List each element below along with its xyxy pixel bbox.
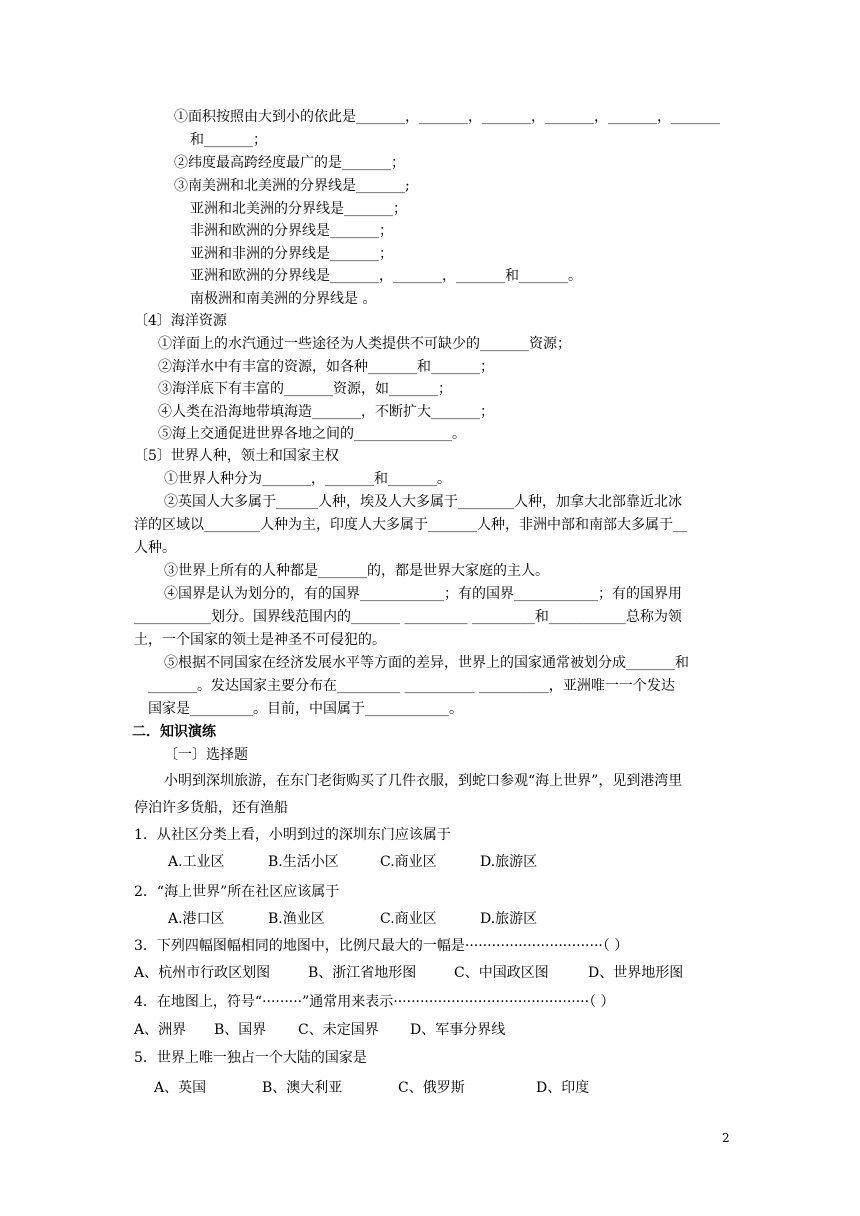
q1-option-b: B.生活小区 <box>268 854 339 870</box>
q1-option-a: A.工业区 <box>168 854 225 870</box>
question-2-stem: 2．“海上世界”所在社区应该属于 <box>134 884 340 900</box>
races-item-2-end: 人种。 <box>134 540 176 556</box>
ocean-item-4: ④人类在沿海地带填海造_______，不断扩大_______； <box>158 404 494 420</box>
scenario-text: 小明到深圳旅游，在东门老街购买了几件衣服，到蛇口参观“海上世界”，见到港湾里 <box>164 773 683 789</box>
q4-option-d: D、军事分界线 <box>410 1022 506 1038</box>
q5-option-c: C、俄罗斯 <box>398 1080 465 1096</box>
q4-option-a: A、洲界 <box>134 1022 187 1038</box>
section-heading: 二．知识演练 <box>132 724 216 740</box>
q5-option-d: D、印度 <box>536 1080 590 1096</box>
q4-option-c: C、未定国界 <box>298 1022 379 1038</box>
q2-option-d: D.旅游区 <box>480 911 538 927</box>
continent-area-order-cont: 和_______； <box>190 132 267 148</box>
country-item-5-end: 国家是_________。目前，中国属于____________。 <box>148 701 463 717</box>
country-item-5: ⑤根据不同国家在经济发展水平等方面的差异，世界上的国家通常被划分成_______和 <box>164 655 689 671</box>
q5-option-b: B、澳大利亚 <box>262 1080 343 1096</box>
boundary-asia-africa: 亚洲和非洲的分界线是_______； <box>190 246 393 262</box>
question-4-stem: 4．在地图上，符号“·········”通常用来表示············································（ ） <box>134 994 615 1010</box>
border-item-4: ④国界是认为划分的，有的国界____________；有的国界____________；有的国界用 <box>164 586 682 602</box>
boundary-asia-na: 亚洲和北美洲的分界线是_______； <box>190 201 407 217</box>
q3-option-c: C、中国政区图 <box>454 965 549 981</box>
races-item-2: ②英国人大多属于______人种，埃及人大多属于________人种，加拿大北部靠近北冰 <box>164 494 682 510</box>
q4-option-b: B、国界 <box>214 1022 267 1038</box>
q5-option-a: A、英国 <box>154 1080 207 1096</box>
continent-area-order: ①面积按照由大到小的依此是_______，_______，_______，_______，_______，_______ <box>174 109 720 125</box>
question-1-stem: 1．从社区分类上看，小明到过的深圳东门应该属于 <box>134 827 451 843</box>
q3-option-b: B、浙江省地形图 <box>308 965 417 981</box>
question-3-stem: 3．下列四幅图幅相同的地图中，比例尺最大的一幅是·······························（ ） <box>134 938 629 954</box>
highest-latitude-continent: ②纬度最高跨经度最广的是_______； <box>174 155 405 171</box>
q1-option-d: D.旅游区 <box>480 854 538 870</box>
q2-option-b: B.渔业区 <box>268 911 325 927</box>
races-title: 〔5〕世界人种，领土和国家主权 <box>134 448 339 464</box>
races-item-2-cont: 洋的区域以________人种为主，印度人大多属于_______人种，非洲中部和南部大多属于__ <box>134 517 687 533</box>
races-item-1: ①世界人种分为_______，_______和_______。 <box>164 471 451 487</box>
ocean-item-2: ②海洋水中有丰富的资源，如各种_______和_______； <box>158 359 494 375</box>
border-item-4-end: 土，一个国家的领土是神圣不可侵犯的。 <box>134 632 386 648</box>
races-item-3: ③世界上所有的人种都是_______的，都是世界大家庭的主人。 <box>164 563 549 579</box>
country-item-5-cont: _______。发达国家主要分布在_________ __________ __________，亚洲唯一一个发达 <box>148 678 675 694</box>
subsection-heading: 〔一〕选择题 <box>164 747 248 763</box>
q1-option-c: C.商业区 <box>380 854 437 870</box>
ocean-item-3: ③海洋底下有丰富的_______资源，如_______； <box>158 381 452 397</box>
scenario-text-cont: 停泊许多货船，还有渔船 <box>134 800 288 816</box>
q3-option-a: A、杭州市行政区划图 <box>134 965 271 981</box>
ocean-resources-title: 〔4〕海洋资源 <box>134 313 227 329</box>
q2-option-a: A.港口区 <box>168 911 225 927</box>
q2-option-c: C.商业区 <box>380 911 437 927</box>
ocean-item-1: ①洋面上的水汽通过一些途径为人类提供不可缺少的_______资源； <box>158 336 571 352</box>
q3-option-d: D、世界地形图 <box>588 965 684 981</box>
boundary-antarctica-sa: 南极洲和南美洲的分界线是 。 <box>190 291 377 307</box>
question-5-stem: 5．世界上唯一独占一个大陆的国家是 <box>134 1050 367 1066</box>
page-number: 2 <box>722 1131 730 1145</box>
boundary-asia-europe: 亚洲和欧洲的分界线是_______，_______，_______和_______。 <box>190 268 582 284</box>
border-item-4-cont: ___________划分。国界线范围内的_______ _________ _________和___________总称为领 <box>134 609 682 625</box>
boundary-sa-na: ③南美洲和北美洲的分界线是_______; <box>174 178 410 194</box>
ocean-item-5: ⑤海上交通促进世界各地之间的______________。 <box>158 426 466 442</box>
boundary-africa-europe: 非洲和欧洲的分界线是_______； <box>190 223 393 239</box>
